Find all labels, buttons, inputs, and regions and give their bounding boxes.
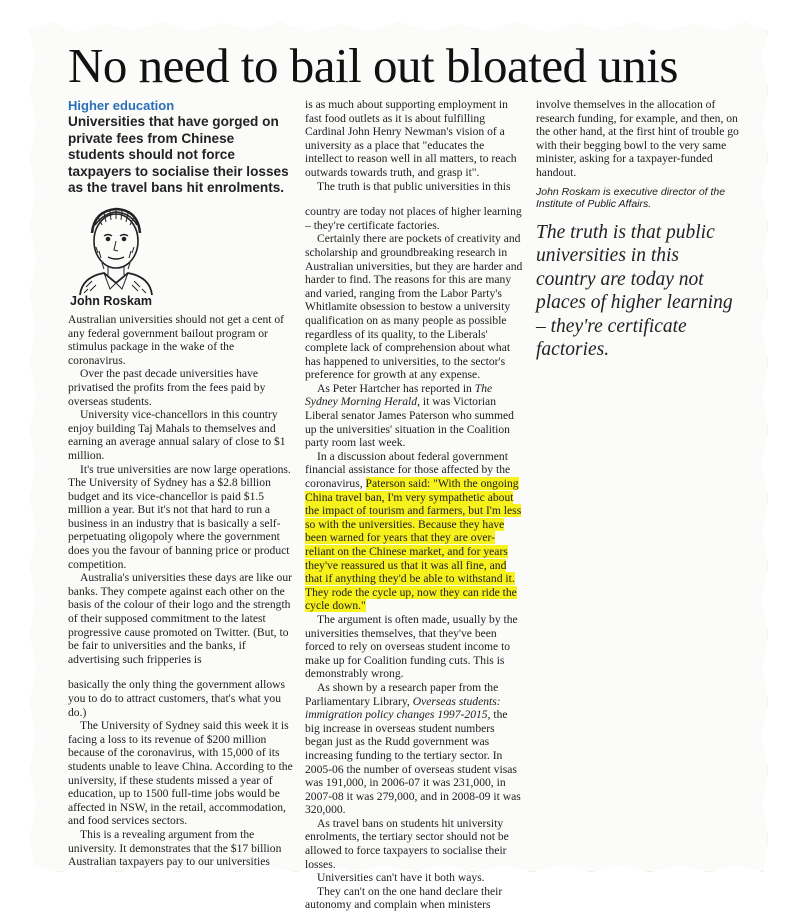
paragraph: The argument is often made, usually by the universities themselves, that they've been forced to rely on overseas student income to make up for Coalition funding cuts. This is demonstrably wrong. [305, 612, 518, 681]
paragraph: It's true universities are now large operations. The University of Sydney has a $2.8 billion budget and its vice-chancellor is paid $1.5 million a year. But it's not that hard to run a business in an industry that is basically a self-perpetuating oligopoly where the government does you the favour of banning price or product competition. [68, 462, 291, 571]
standfirst: Universities that have gorged on private fees from Chinese students should not force taxpayers to socialise their losses as the travel bans hit enrolments. [68, 114, 289, 196]
byline-block [68, 201, 293, 309]
paragraph: country are today not places of higher learning – they're certificate factories. [305, 205, 522, 232]
section-kicker: Higher education [68, 98, 175, 113]
author-portrait-illustration [68, 203, 160, 295]
paragraph: As travel bans on students hit university enrolments, the tertiary sector should not be allowed to force taxpayers to socialise their losses. [305, 816, 509, 871]
pull-quote: The truth is that public universities in this country are today not places of higher learning – they're certificate factories. [536, 221, 733, 361]
column-3 [536, 98, 741, 362]
highlighted-quote: Paterson said: "With the ongoing China travel ban, I'm very sympathetic about the impact of tourism and farmers, but I'm less so with the universities. Because they have been warned for years that they are over-reliant on the Chinese market, and for years they've reassured us that it was all fine, and that if anything they'd be able to withstand it. They rode the cycle up, now they can ride the cycle down." [305, 477, 522, 613]
paragraph: Australian universities should not get a cent of any federal government bailout program or stimulus package in the wake of the coronavirus. [68, 312, 285, 367]
paragraph: Over the past decade universities have privatised the profits from the fees paid by overseas students. [68, 367, 266, 408]
byline: John Roskam [70, 294, 152, 309]
paragraph: This is a revealing argument from the university. It demonstrates that the $17 billion Australian taxpayers pay to our universities [68, 827, 282, 869]
paragraph: Australia's universities these days are like our banks. They compete against each other on the basis of the colour of their logo and the strength of their supposed commitment to the latest progressive cause promoted on Twitter. (But, to be fair to universities and the banks, if advertising such fripperies is [68, 571, 293, 666]
paragraph: The truth is that public universities in this [317, 179, 511, 193]
paragraph: They can't on the one hand declare their autonomy and complain when ministers [305, 884, 503, 912]
column-1 [68, 98, 293, 869]
headline: No need to bail out bloated unis [68, 38, 678, 93]
paragraph: As Peter Hartcher has reported in The Sydney Morning Herald, it was Victorian Liberal senator James Paterson who summed up the universities' situation in the Coalition party room last week. [305, 381, 514, 450]
paragraph: basically the only thing the government allows you to do to attract customers, that's what you do.) [68, 678, 286, 719]
paragraph: involve themselves in the allocation of research funding, for example, and then, on the other hand, at the first hint of trouble go with their begging bowl to the very same minister, asking for a taxpayer-funded handout. [536, 98, 739, 179]
paragraph: The University of Sydney said this week it is facing a loss to its revenue of $200 million because of the coronavirus, with 15,000 of its students unable to leave China. According to the university, if these students missed a year of education, up to 1500 full-time jobs would be affected in NSW, in the retail, accommodation, and food services sectors. [68, 719, 293, 828]
paragraph: Certainly there are pockets of creativity and scholarship and groundbreaking research in Australian universities, but they are harder and harder to find. The reasons for this are many and varied, ranging from the Labor Party's Whitlamite obsession to bestow a university qualification on as many people as possible regardless of its quality, to the Liberals' complete lack of comprehension about what has happened to universities, to the sector's preference for growth at any expense. [305, 232, 523, 382]
author-bio: John Roskam is executive director of the Institute of Public Affairs. [536, 185, 726, 211]
paragraph: is as much about supporting employment in fast food outlets as it is about fulfilling Cardinal John Henry Newman's vision of a university as a place that "educates the intellect to reason well in all matters, to reach outwards towards truth, and grasp it". [305, 98, 517, 179]
paragraph: As shown by a research paper from the Parliamentary Library, Overseas students: immigration policy changes 1997-2015, the big increase in overseas student numbers began just as the Rudd government was increasing funding to the tertiary sector. In 2005-06 the number of overseas student visas was 191,000, in 2006-07 it was 231,000, in 2007-08 it was 279,000, and in 2008-09 it was 320,000. [305, 680, 521, 817]
column-2 [305, 98, 523, 912]
paragraph: Universities can't have it both ways. [317, 871, 485, 885]
highlighted-quote-paragraph: In a discussion about federal government financial assistance for those affected by the coronavirus, Paterson said: "With the ongoing China travel ban, I'm very sympathetic about the impact of tourism and farmers, but I'm less so with the universities. Because they have been warned for years that they are over-reliant on the Chinese market, and for years they've reassured us that it was all fine, and that if anything they'd be able to withstand it. They rode the cycle up, now they can ride the cycle down." [305, 449, 522, 613]
paragraph: University vice-chancellors in this country enjoy building Taj Mahals to themselves and earning an average annual salary of close to $1 million. [68, 408, 286, 462]
